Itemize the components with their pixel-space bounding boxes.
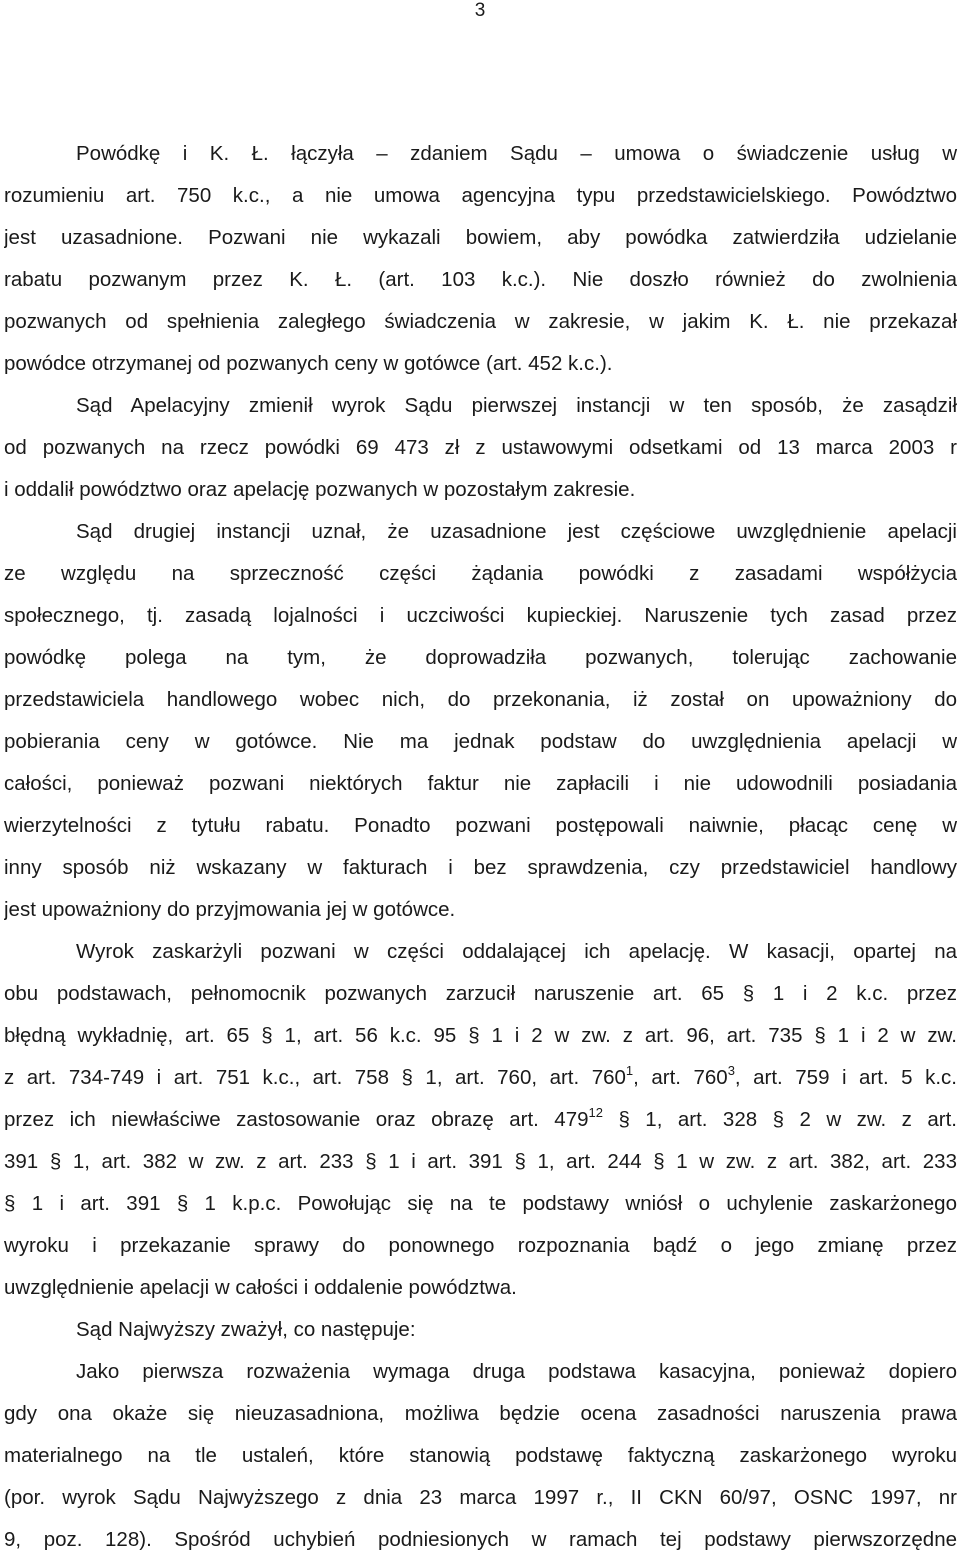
paragraph-line: uwzględnienie apelacji w całości i oddalenie powództwa. (4, 1276, 517, 1299)
paragraph-line: Sąd drugiej instancji uznał, że uzasadnione jest częściowe uwzględnienie apelacji (76, 520, 957, 543)
paragraph-line: jest uzasadnione. Pozwani nie wykazali bowiem, aby powódka zatwierdziła udzielanie (4, 226, 957, 249)
paragraph-line: § 1 i art. 391 § 1 k.p.c. Powołując się na te podstawy wniósł o uchylenie zaskarżonego (4, 1192, 957, 1215)
paragraph-line: wyroku i przekazanie sprawy do ponownego rozpoznania bądź o jego zmianę przez (4, 1234, 957, 1257)
paragraph-line: błędną wykładnię, art. 65 § 1, art. 56 k.c. 95 § 1 i 2 w zw. z art. 96, art. 735 § 1 i 2 w zw. (4, 1024, 957, 1047)
paragraph-line: (por. wyrok Sądu Najwyższego z dnia 23 marca 1997 r., II CKN 60/97, OSNC 1997, nr (4, 1486, 957, 1509)
paragraph-line: rozumieniu art. 750 k.c., a nie umowa agencyjna typu przedstawicielskiego. Powództwo (4, 184, 957, 207)
paragraph-line: przedstawiciela handlowego wobec nich, do przekonania, iż został on upoważniony do (4, 688, 957, 711)
paragraph (4, 511, 957, 931)
paragraph-line: powódce otrzymanej od pozwanych ceny w gotówce (art. 452 k.c.). (4, 352, 613, 375)
paragraph-line: przez ich niewłaściwe zastosowanie oraz obrazę art. $479^{12}$ § 1, art. 328 § 2 w zw. z art. (4, 1105, 957, 1131)
paragraph-line: gdy ona okaże się nieuzasadniona, możliwa będzie ocena zasadności naruszenia prawa (4, 1402, 957, 1425)
paragraph-line: obu podstawach, pełnomocnik pozwanych zarzucił naruszenie art. 65 § 1 i 2 k.c. przez (4, 982, 957, 1005)
paragraph-line: rabatu pozwanym przez K. Ł. (art. 103 k.c.). Nie doszło również do zwolnienia (4, 268, 957, 291)
paragraph-line: od pozwanych na rzecz powódki 69 473 zł z ustawowymi odsetkami od 13 marca 2003 r (4, 436, 957, 459)
document-body (4, 133, 957, 1561)
paragraph-line: inny sposób niż wskazany w fakturach i bez sprawdzenia, czy przedstawiciel handlowy (4, 856, 957, 879)
paragraph-line: 9, poz. 128). Spośród uchybień podniesionych w ramach tej podstawy pierwszorzędne (4, 1528, 957, 1551)
paragraph-line: wierzytelności z tytułu rabatu. Ponadto pozwani postępowali naiwnie, płacąc cenę w (4, 814, 957, 837)
paragraph-line: z art. 734-749 i art. 751 k.c., art. 758 § 1, art. 760, art. $760^1$, art. $760^3$, art. 759 i art. 5 k.c. (4, 1063, 957, 1089)
paragraph-line: pobierania ceny w gotówce. Nie ma jednak podstaw do uwzględnienia apelacji w (4, 730, 957, 753)
paragraph (4, 1351, 957, 1561)
paragraph-line: jest upoważniony do przyjmowania jej w gotówce. (4, 898, 456, 921)
paragraph-line: pozwanych od spełnienia zaległego świadczenia w zakresie, w jakim K. Ł. nie przekazał (4, 310, 957, 333)
page-number: 3 (474, 0, 486, 21)
paragraph-line: i oddalił powództwo oraz apelację pozwanych w pozostałym zakresie. (4, 478, 636, 501)
paragraph-line: Sąd Apelacyjny zmienił wyrok Sądu pierwszej instancji w ten sposób, że zasądził (76, 394, 957, 417)
paragraph (4, 931, 957, 1309)
paragraph-line: społecznego, tj. zasadą lojalności i uczciwości kupieckiej. Naruszenie tych zasad przez (4, 604, 957, 627)
paragraph-line: Powódkę i K. Ł. łączyła – zdaniem Sądu – umowa o świadczenie usług w (76, 142, 957, 165)
paragraph (4, 133, 957, 385)
paragraph-line: całości, ponieważ pozwani niektórych faktur nie zapłacili i nie udowodnili posiadania (4, 772, 957, 795)
paragraph-line: powódkę polega na tym, że doprowadziła pozwanych, tolerując zachowanie (4, 646, 957, 669)
paragraph-line: 391 § 1, art. 382 w zw. z art. 233 § 1 i art. 391 § 1, art. 244 § 1 w zw. z art. 382, art. 233 (4, 1150, 957, 1173)
paragraph-line: Jako pierwsza rozważenia wymaga druga podstawa kasacyjna, ponieważ dopiero (76, 1360, 957, 1383)
paragraph-line: ze względu na sprzeczność części żądania powódki z zasadami współżycia (4, 562, 957, 585)
paragraph-line: Sąd Najwyższy zważył, co następuje: (76, 1318, 416, 1341)
paragraph-line: Wyrok zaskarżyli pozwani w części oddalającej ich apelację. W kasacji, opartej na (76, 940, 957, 963)
paragraph-line: materialnego na tle ustaleń, które stanowią podstawę faktyczną zaskarżonego wyroku (4, 1444, 957, 1467)
paragraph (4, 1309, 957, 1351)
paragraph (4, 385, 957, 511)
